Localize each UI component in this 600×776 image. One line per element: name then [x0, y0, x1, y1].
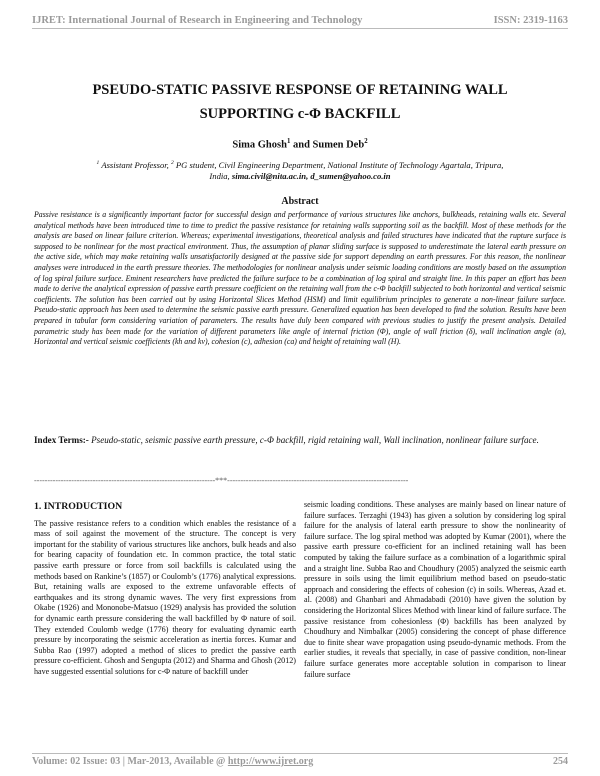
author-emails[interactable]: sima.civil@nita.ac.in, d_sumen@yahoo.co.in	[231, 171, 391, 182]
running-header	[32, 8, 568, 26]
journal-name: IJRET: International Journal of Research in Engineering and Technology	[32, 15, 363, 26]
affil-text-1: Assistant Professor,	[99, 159, 171, 170]
affil-mark-2: 2	[170, 160, 174, 166]
journal-url-link[interactable]: http://www.ijret.org	[227, 756, 314, 767]
title-line-2: SUPPORTING c-Φ BACKFILL	[199, 106, 401, 122]
footer-volume-text: Volume: 02 Issue: 03 | Mar-2013, Available @	[32, 756, 228, 767]
author-conjunction: and	[290, 139, 313, 151]
abstract-heading: Abstract	[281, 196, 319, 207]
running-footer	[32, 756, 568, 767]
abstract-body	[34, 210, 566, 348]
footer-rule	[32, 753, 568, 754]
paper-title	[40, 78, 560, 126]
page-number: 254	[553, 756, 568, 767]
index-terms-label: Index Terms:-	[34, 435, 89, 445]
affil-mark-1: 1	[96, 160, 100, 166]
author-1: Sima Ghosh	[232, 139, 287, 151]
author-1-mark: 1	[286, 138, 291, 145]
abstract-text: Passive resistance is a significantly important factor for successful design and performance of various structures like anchors, bulkheads, retaining walls etc. Several analytical methods have been introduced time to time to predict the passive resistance for retaining walls supporting soil as the backfill. Most of these methods for the analysis are based on linear failure criterion. Whereas; experimental investigations, theoretical analysis and failed structures have indicated that the rupture surface is supposed to be nonlinear for the most practical environment. Thus, the assumption of planar sliding surface is supposed to underestimate the lateral earth pressure on the active side, which may make retaining walls unsatisfactorily designed at the passive side for support depending on earth pressures. For this reason, the nonlinear analyses were introduced in the earth pressure theories. The methodologies for nonlinear analysis under seismic loading conditions are mostly based on the assumption of log spiral failure surface. Eminent researchers have predicted the failure surface to be a combination of log spiral and straight line. In this paper an effort has been made to derive the analytical expression of passive earth pressure coefficient on the retaining wall from the c-Φ backfill subjected to both horizontal and vertical seismic coefficients. The solution has been carried out by using Horizontal Slices Method (HSM) and limit equilibrium principles to generate a non-linear failure surface. Pseudo-static approach has been used to determine the seismic passive earth pressure. Generalized equation has been developed to find the solution. Results have been prepared in tabular form considering variation of parameters. The results have duly been compared with previous studies to justify the present analysis. Detailed parametric study has been made for the variation of different parameters like angle of internal friction (Φ), angle of wall friction (δ), wall inclination angle (α), Horizontal and vertical seismic coefficients (kh and kv), cohesion (c), adhesion (ca) and height of retaining wall (H).	[34, 210, 566, 347]
column-right	[304, 500, 566, 680]
affiliation-line-1	[40, 158, 560, 171]
section-separator: --------------------------------------------------------------------***--------------------------------------------------------------------	[34, 476, 409, 485]
affiliation-line-2	[40, 171, 560, 183]
author-list	[40, 138, 560, 151]
index-terms-text: Pseudo-static, seismic passive earth pressure, c-Φ backfill, rigid retaining wall, Wall inclination, nonlinear failure surface.	[88, 435, 539, 445]
introduction-right-text: seismic loading conditions. These analyses are mainly based on linear nature of failure surfaces. Terzaghi (1943) has given a solution by considering log spiral failure for the analysis of lateral earth pressure to show the nonlinearity of failure surface. The log spiral method was adopted by Kumar (2001), where the passive earth pressure co-efficient for an inclined retaining wall has been computed by taking the failure surface as a combination of a logarithmic spiral and a straight line. Subba Rao and Choudhury (2005) analyzed the seismic earth pressure in soils using the limit equilibrium method based on pseudo-static approach and considering the effects of cohesion (c) in soils. Whereas, Azad et. al. (2008) and Ghanbari and Ahmadabadi (2010) have given the solution by considering the Horizontal Slices Method with linear kind of failure surface. The passive resistance from cohesionless (Φ) backfills has been analyzed by Choudhury and Nimbalkar (2005) considering the concept of phase difference due to finite shear wave propagation using pseudo-dynamic methods. From the earlier studies, it reveals that specially, in case of passive condition, non-linear failure surface generates more acceptable solution in comparison to linear failure surface	[304, 500, 566, 679]
affil-country: India,	[209, 171, 232, 182]
affiliation	[40, 158, 560, 183]
header-rule	[32, 28, 568, 29]
footer-volume	[32, 756, 313, 767]
author-2-mark: 2	[364, 138, 368, 145]
affil-text-2: PG student, Civil Engineering Department, National Institute of Technology Agartala, Tripura,	[173, 159, 504, 170]
title-line-1: PSEUDO-STATIC PASSIVE RESPONSE OF RETAINING WALL	[92, 82, 508, 98]
introduction-left-text: The passive resistance refers to a condition which enables the resistance of a mass of soil against the movement of the structure. The concept is very important for the stability of various structures like anchors, bulk heads and also for bearing capacity of foundation etc. In common practice, the total static passive earth pressure or force from soil backfills is calculated using the methods based on Rankine’s (1857) or Coulomb’s (1776) analytical expressions. But, retaining walls are exposed to the extreme unfavorable effects of earthquakes and its strong dynamic waves. The very first expressions from Okabe (1926) and Mononobe-Matsuo (1929) analysis has provided the solution for dynamic earth pressure considering the wall backfilled by Φ nature of soil. They extended Coulomb wedge (1776) theory for evaluating dynamic earth pressure by incorporating the seismic acceleration as inertia forces. Kumar and Subba Rao (1997) adopted a method of slices to predict the passive earth pressure co-efficient. Ghosh and Sengupta (2012) and Sharma and Ghosh (2012) have suggested essential solutions for c-Φ nature of backfill under	[34, 518, 296, 676]
index-terms	[34, 432, 566, 449]
author-2: Sumen Deb	[312, 139, 365, 151]
column-left	[34, 500, 296, 678]
introduction-heading: 1. INTRODUCTION	[34, 501, 123, 512]
issn: ISSN: 2319-1163	[493, 15, 568, 26]
